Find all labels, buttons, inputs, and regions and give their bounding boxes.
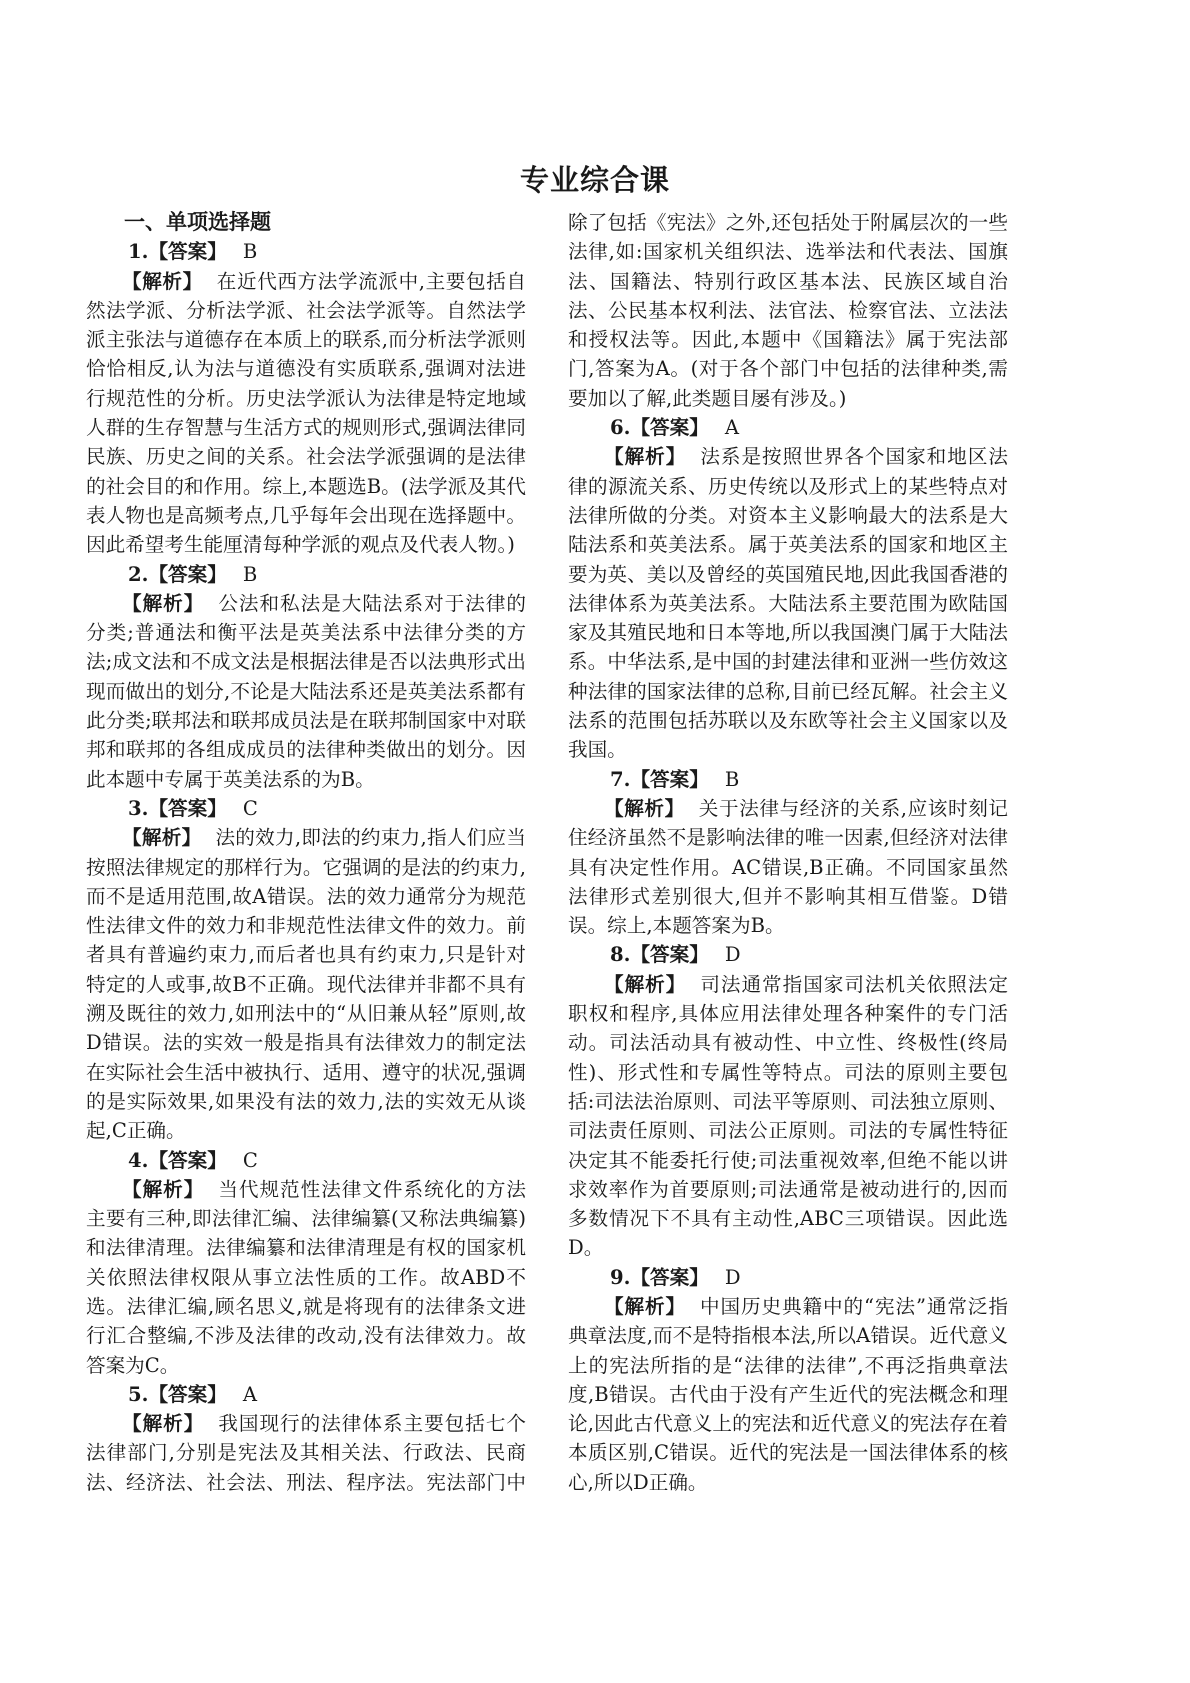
answer-value: A	[242, 1382, 257, 1406]
answer-value: C	[242, 796, 258, 820]
analysis-label: 【解析】	[122, 1412, 205, 1436]
analysis-paragraph	[86, 589, 526, 794]
answer-value: A	[724, 416, 739, 440]
answer-value: D	[724, 943, 741, 967]
analysis-label: 【解析】	[604, 445, 687, 469]
question-number: 9.	[610, 1265, 631, 1289]
answer-value: B	[242, 562, 258, 586]
answer-line	[568, 1263, 1008, 1292]
answer-line	[568, 940, 1008, 969]
answer-label: 【答案】	[630, 767, 709, 791]
analysis-paragraph	[568, 1292, 1008, 1497]
analysis-label: 【解析】	[604, 1294, 687, 1318]
page-title: 专业综合课	[519, 163, 670, 197]
analysis-label: 【解析】	[122, 1177, 205, 1201]
answer-line	[86, 794, 526, 823]
analysis-label: 【解析】	[122, 269, 203, 293]
analysis-paragraph	[86, 267, 526, 560]
analysis-text: 法的效力,即法的约束力,指人们应当按照法律规定的那样行为。它强调的是法的约束力,而不是适用范围,故A错误。法的效力通常分为规范性法律文件的效力和非规范性法律文件的效力。前者具有普遍约束力,而后者也具有约束力,只是针对特定的人或事,故B不正确。现代法律并非都不具有溯及既往的效力,如刑法中的“从旧兼从轻”原则,故D错误。法的实效一般是指具有法律效力的制定法在实际社会生活中被执行、适用、遵守的状况,强调的是实际效果,如果没有法的效力,法的实效无从谈起,C正确。	[86, 826, 526, 1143]
analysis-text: 司法通常指国家司法机关依照法定职权和程序,具体应用法律处理各种案件的专门活动。司法活动具有被动性、中立性、终极性(终局性)、形式性和专属性等特点。司法的原则主要包括:司法法治原则、司法平等原则、司法独立原则、司法责任原则、司法公正原则。司法的专属性特征决定其不能委托行使;司法重视效率,但绝不能以讲求效率作为首要原则;司法通常是被动进行的,因而多数情况下不具有主动性,ABC三项错误。因此选D。	[568, 972, 1008, 1260]
analysis-paragraph	[568, 794, 1008, 940]
analysis-paragraph	[86, 823, 526, 1145]
analysis-text: 当代规范性法律文件系统化的方法主要有三种,即法律汇编、法律编纂(又称法典编纂)和法律清理。法律编纂和法律清理是有权的国家机关依照法律权限从事立法性质的工作。故ABD不选。法律汇编,顾名思义,就是将现有的法律条文进行汇合整编,不涉及法律的改动,没有法律效力。故答案为C。	[86, 1177, 526, 1377]
question-number: 3.	[128, 796, 149, 820]
answer-label: 【答案】	[630, 1265, 709, 1289]
analysis-label: 【解析】	[122, 826, 202, 850]
answer-line	[86, 237, 526, 266]
question-number: 2.	[128, 562, 149, 586]
answer-label: 【答案】	[148, 562, 227, 586]
question-number: 1.	[128, 240, 149, 264]
answer-line	[86, 1146, 526, 1175]
analysis-label: 【解析】	[604, 796, 685, 820]
answer-value: B	[724, 767, 740, 791]
analysis-label: 【解析】	[604, 972, 687, 996]
analysis-text: 关于法律与经济的关系,应该时刻记住经济虽然不是影响法律的唯一因素,但经济对法律具有决定性作用。AC错误,B正确。不同国家虽然法律形式差别很大,但并不影响其相互借鉴。D错误。综上,本题答案为B。	[568, 796, 1008, 938]
answer-line	[568, 413, 1008, 442]
analysis-text: 中国历史典籍中的“宪法”通常泛指典章法度,而不是特指根本法,所以A错误。近代意义上的宪法所指的是“法律的法律”,不再泛指典章法度,B错误。古代由于没有产生近代的宪法概念和理论,因此古代意义上的宪法和近代意义的宪法存在着本质区别,C错误。近代的宪法是一国法律体系的核心,所以D正确。	[568, 1294, 1008, 1494]
answer-label: 【答案】	[148, 1148, 227, 1172]
analysis-text: 在近代西方法学流派中,主要包括自然法学派、分析法学派、社会法学派等。自然法学派主张法与道德存在本质上的联系,而分析法学派则恰恰相反,认为法与道德没有实质联系,强调对法进行规范性的分析。历史法学派认为法律是特定地域人群的生存智慧与生活方式的规则形式,强调法律同民族、历史之间的关系。社会法学派强调的是法律的社会目的和作用。综上,本题选B。(法学派及其代表人物也是高频考点,几乎每年会出现在选择题中。因此希望考生能厘清每种学派的观点及代表人物。)	[86, 269, 526, 557]
question-number: 5.	[128, 1382, 149, 1406]
question-number: 4.	[128, 1148, 149, 1172]
answer-label: 【答案】	[148, 240, 227, 264]
question-number: 8.	[610, 943, 631, 967]
analysis-paragraph	[568, 970, 1008, 1263]
answer-line	[86, 1380, 526, 1409]
question-number: 6.	[610, 416, 631, 440]
analysis-paragraph	[568, 442, 1008, 764]
answer-value: B	[242, 240, 258, 264]
answer-line	[568, 765, 1008, 794]
analysis-text: 我国现行的法律体系主要包括七个法律部门,分别是宪法及其相关法、行政法、民商法、经济法、社会法、刑法、程序法。宪法部门中除了包括《宪法》之外,还包括处于附属层次的一些法律,如:国家机关组织法、选举法和代表法、国旗法、国籍法、特别行政区基本法、民族区域自治法、公民基本权利法、法官法、检察官法、立法法和授权法等。因此,本题中《国籍法》属于宪法部门,答案为A。(对于各个部门中包括的法律种类,需要加以了解,此类题目屡有涉及。)	[86, 211, 1008, 1494]
analysis-paragraph	[86, 1175, 526, 1380]
question-number: 7.	[610, 767, 631, 791]
section-heading: 一、单项选择题	[124, 210, 271, 234]
analysis-label: 【解析】	[122, 591, 205, 615]
analysis-text: 法系是按照世界各个国家和地区法律的源流关系、历史传统以及形式上的某些特点对法律所做的分类。对资本主义影响最大的法系是大陆法系和英美法系。属于英美法系的国家和地区主要为英、美以及曾经的英国殖民地,因此我国香港的法律体系为英美法系。大陆法系主要范围为欧陆国家及其殖民地和日本等地,所以我国澳门属于大陆法系。中华法系,是中国的封建法律和亚洲一些仿效这种法律的国家法律的总称,目前已经瓦解。社会主义法系的范围包括苏联以及东欧等社会主义国家以及我国。	[568, 445, 1008, 762]
answer-label: 【答案】	[148, 796, 227, 820]
answer-columns	[86, 208, 1008, 1497]
answer-label: 【答案】	[630, 416, 709, 440]
answer-line	[86, 560, 526, 589]
answer-value: D	[724, 1265, 741, 1289]
analysis-text: 公法和私法是大陆法系对于法律的分类;普通法和衡平法是英美法系中法律分类的方法;成文法和不成文法是根据法律是否以法典形式出现而做出的划分,不论是大陆法系还是英美法系都有此分类;联邦法和联邦成员法是在联邦制国家中对联邦和联邦的各组成成员的法律种类做出的划分。因此本题中专属于英美法系的为B。	[86, 591, 526, 791]
answer-value: C	[242, 1148, 258, 1172]
answer-label: 【答案】	[148, 1382, 227, 1406]
answer-label: 【答案】	[630, 943, 709, 967]
